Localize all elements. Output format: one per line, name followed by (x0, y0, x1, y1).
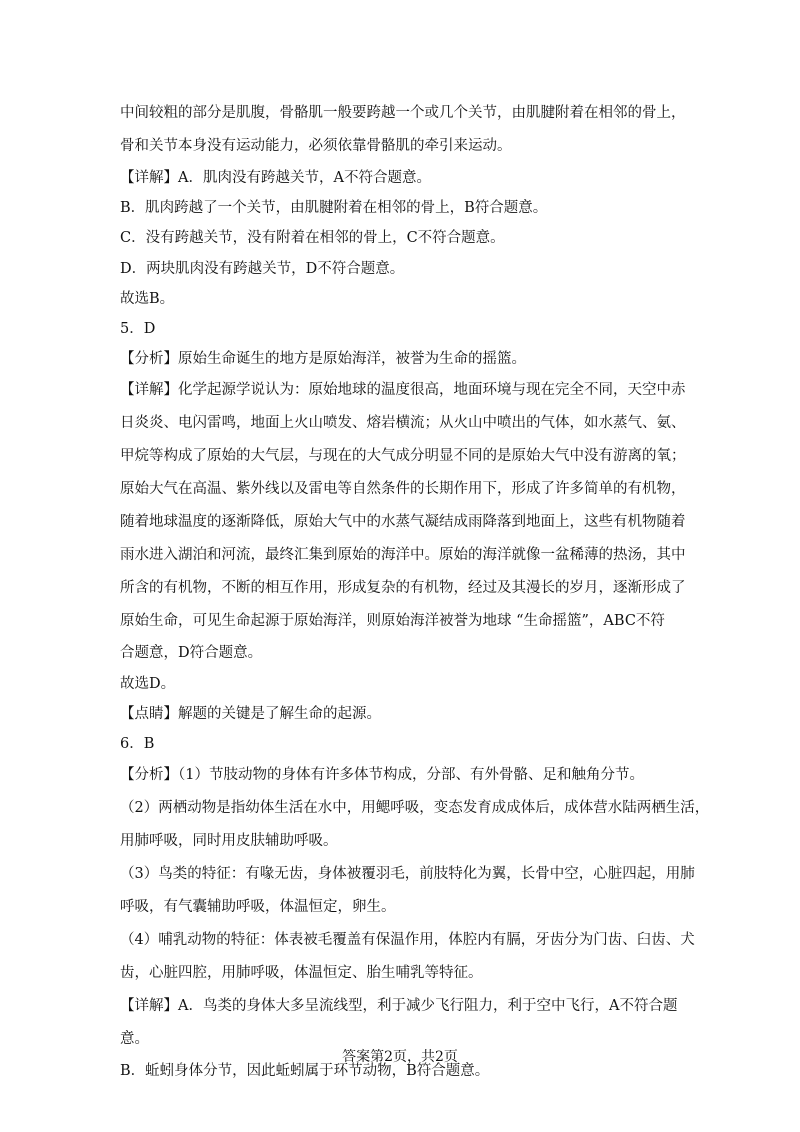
page-footer: 答案第2页，共2页 (342, 1049, 458, 1065)
text-line: 故选D。 (120, 675, 176, 692)
question-number: 5．D (120, 320, 156, 337)
text-line: 骨和关节本身没有运动能力，必须依靠骨骼肌的牵引来运动。 (120, 138, 512, 154)
answer-body (120, 97, 710, 1086)
text-line: 原始生命，可见生命起源于原始海洋，则原始海洋被誉为地球 “生命摇篮”，ABC不符 (120, 613, 665, 630)
text-line: 【详解】化学起源学说认为：原始地球的温度很高，地面环境与现在完全不同，天空中赤 (120, 382, 686, 399)
text-line: 甲烷等构成了原始的大气层，与现在的大气成分明显不同的是原始大气中没有游离的氧； (120, 448, 686, 465)
text-line: 【点睛】解题的关键是了解生命的起源。 (120, 705, 381, 722)
text-line: 【详解】A．肌肉没有跨越关节，A不符合题意。 (120, 170, 431, 186)
text-line: 【分析】（1）节肢动物的身体有许多体节构成，分部、有外骨骼、足和触角分节。 (120, 767, 644, 784)
text-line: （3）鸟类的特征：有喙无齿，身体被覆羽毛，前肢特化为翼，长骨中空，心脏四起，用肺 (120, 866, 695, 883)
text-line: 随着地球温度的逐渐降低，原始大气中的水蒸气凝结成雨降落到地面上，这些有机物随着 (120, 514, 686, 531)
text-line: 中间较粗的部分是肌腹，骨骼肌一般要跨越一个或几个关节，由肌腱附着在相邻的骨上， (120, 105, 686, 121)
text-line: 日炎炎、电闪雷鸣，地面上火山喷发、熔岩横流；从火山中喷出的气体，如水蒸气、氨、 (120, 415, 686, 432)
text-line: 【详解】A．鸟类的身体大多呈流线型，利于减少飞行阻力，利于空中飞行，A不符合题 (120, 998, 678, 1015)
text-line: 呼吸，有气囊辅助呼吸，体温恒定，卵生。 (120, 899, 396, 916)
text-line: 所含的有机物，不断的相互作用，形成复杂的有机物，经过及其漫长的岁月，逐渐形成了 (120, 580, 686, 597)
question-number: 6．B (120, 735, 155, 752)
text-line: 雨水进入湖泊和河流，最终汇集到原始的海洋中。原始的海洋就像一盆稀薄的热汤，其中 (120, 547, 686, 564)
text-line: 意。 (120, 1031, 149, 1048)
text-line: （4）哺乳动物的特征：体表被毛覆盖有保温作用，体腔内有膈，牙齿分为门齿、臼齿、犬 (120, 932, 695, 949)
text-line: 故选B。 (120, 290, 175, 307)
text-line: （2）两栖动物是指幼体生活在水中，用鳃呼吸，变态发育成成体后，成体营水陆两栖生活， (120, 800, 710, 817)
text-line: 用肺呼吸，同时用皮肤辅助呼吸。 (120, 833, 338, 850)
text-line: D．两块肌肉没有跨越关节，D不符合题意。 (120, 260, 405, 277)
text-line: 齿，心脏四腔，用肺呼吸，体温恒定、胎生哺乳等特征。 (120, 965, 483, 982)
text-line: C．没有跨越关节，没有附着在相邻的骨上，C不符合题意。 (120, 230, 505, 247)
text-line: B．肌肉跨越了一个关节，由肌腱附着在相邻的骨上，B符合题意。 (120, 200, 548, 217)
text-line: 【分析】原始生命诞生的地方是原始海洋，被誉为生命的摇篮。 (120, 351, 526, 368)
text-line: B．蚯蚓身体分节，因此蚯蚓属于环节动物，B符合题意。 (120, 1063, 490, 1080)
text-line: 原始大气在高温、紫外线以及雷电等自然条件的长期作用下，形成了许多简单的有机物， (120, 481, 686, 498)
text-line: 合题意，D符合题意。 (120, 645, 263, 662)
